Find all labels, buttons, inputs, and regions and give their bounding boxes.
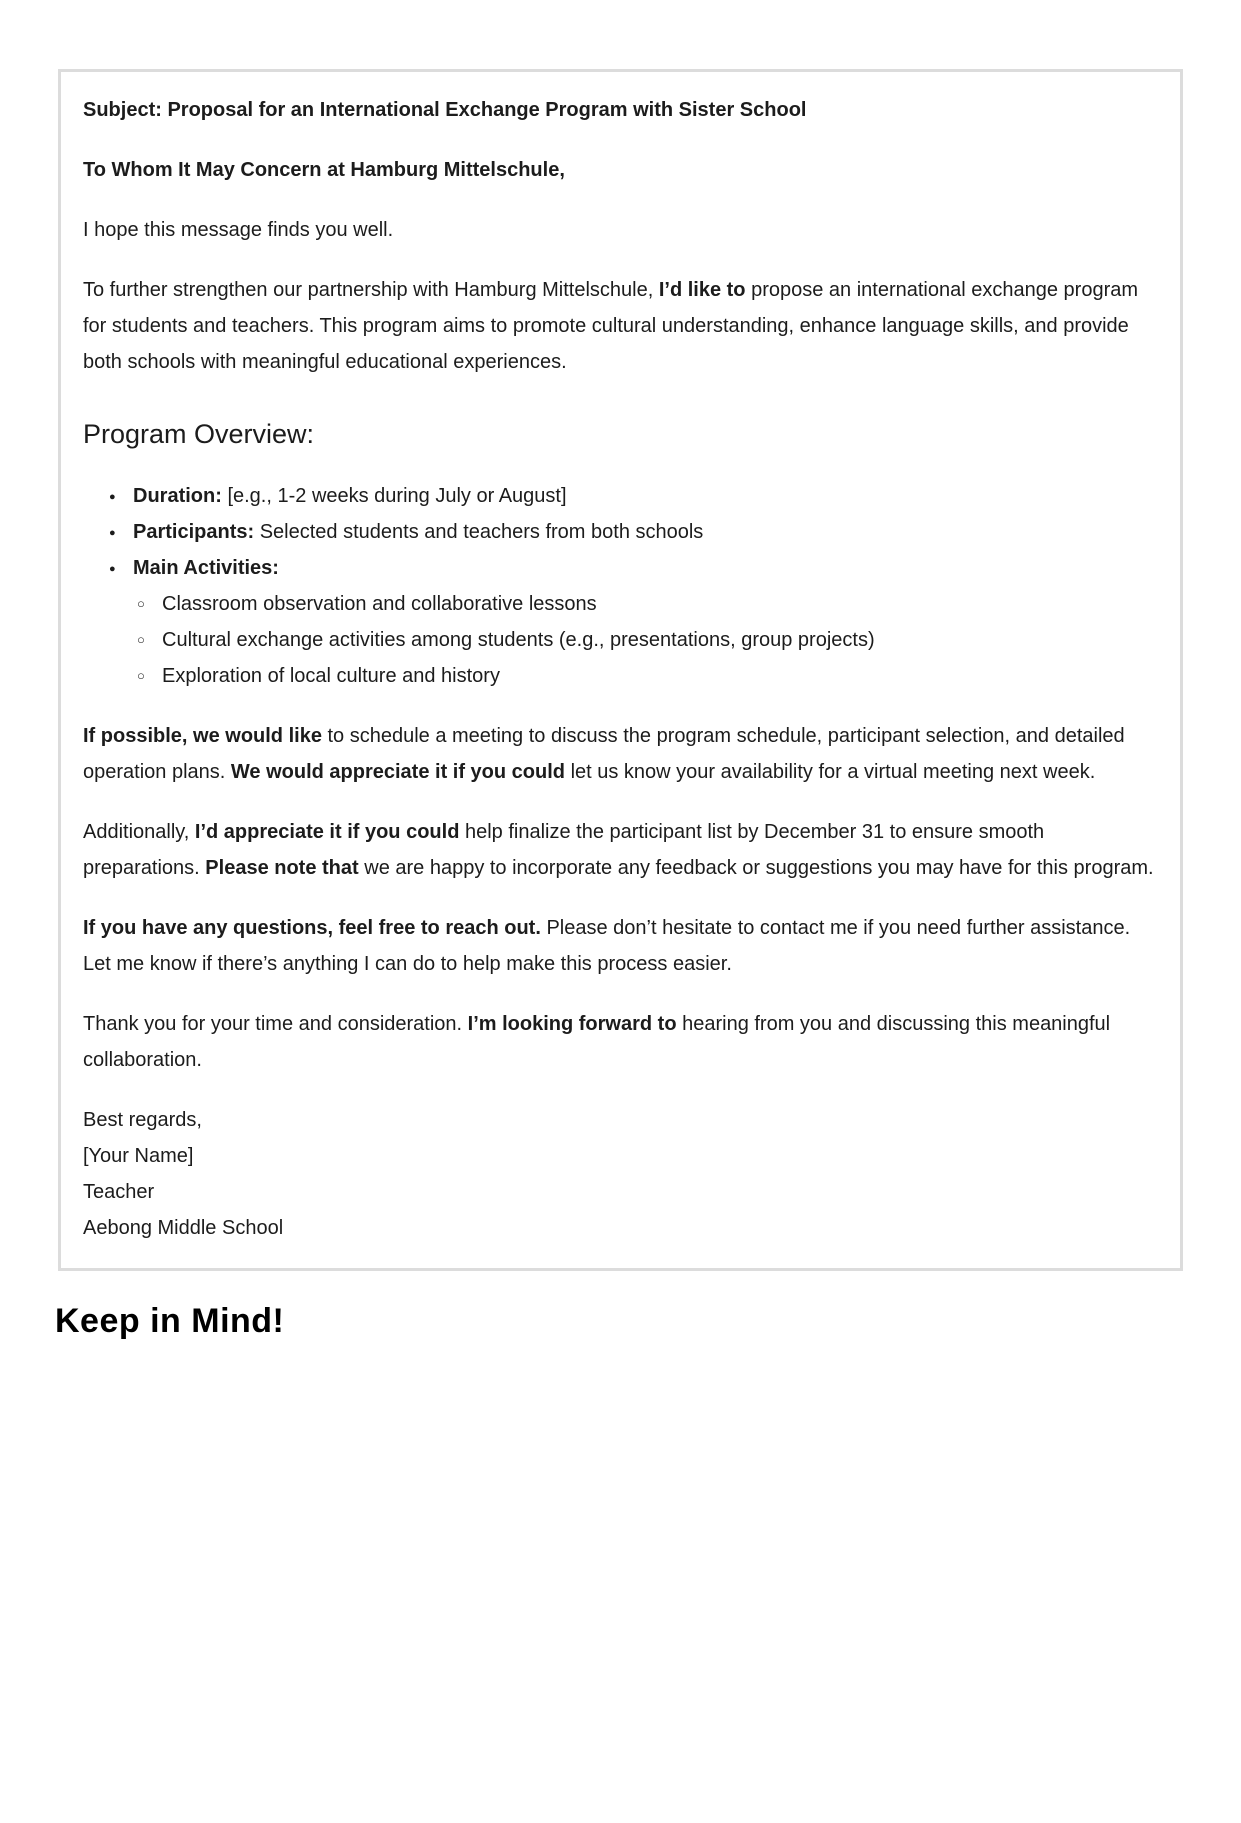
program-overview-heading: Program Overview:: [83, 419, 315, 449]
list-item-main-activities: [133, 550, 1158, 694]
deadline-paragraph: Additionally, I’d appreciate it if you could help finalize the participant list by December 31 to ensure smooth preparations. Please note that we are happy to incorporate any feedback or suggestions you may have for this program.: [83, 821, 1154, 879]
sub-item-cultural-exchange: ○ Cultural exchange activities among students (e.g., presentations, group projects): [162, 622, 1158, 658]
intro-paragraph: To further strengthen our partnership with Hamburg Mittelschule, I’d like to propose an international exchange program for students and teachers. This program aims to promote cultural understanding, enhance language skills, and provide both schools with meaningful educational experiences.: [83, 279, 1139, 373]
signature-line-regards: Best regards,: [83, 1109, 202, 1131]
subject-line: Subject: Proposal for an International Exchange Program with Sister School: [83, 99, 807, 121]
opening-line: I hope this message finds you well.: [83, 219, 394, 241]
list-item-duration: ● Duration: [e.g., 1-2 weeks during July or August]: [133, 478, 1158, 514]
list-item-participants: ● Participants: Selected students and teachers from both schools: [133, 514, 1158, 550]
questions-paragraph: If you have any questions, feel free to reach out. Please don’t hesitate to contact me if you need further assistance. Let me know if there’s anything I can do to help make this process easier.: [83, 917, 1131, 975]
main-activities-label: Main Activities:: [133, 557, 279, 579]
email-proposal-card: [58, 69, 1183, 1271]
activities-sub-list: [133, 586, 1158, 694]
signature-line-title: Teacher: [83, 1181, 155, 1203]
meeting-paragraph: If possible, we would like to schedule a meeting to discuss the program schedule, participant selection, and detailed operation plans. We would appreciate it if you could let us know your availability for a virtual meeting next week.: [83, 725, 1125, 783]
keep-in-mind-heading: Keep in Mind!: [55, 1302, 285, 1340]
sub-item-classroom: ○ Classroom observation and collaborative lessons: [162, 586, 1158, 622]
thanks-paragraph: Thank you for your time and consideration. I’m looking forward to hearing from you and discussing this meaningful collaboration.: [83, 1013, 1111, 1071]
signature-line-name: [Your Name]: [83, 1145, 194, 1167]
signature-line-school: Aebong Middle School: [83, 1217, 284, 1239]
sub-item-exploration: ○ Exploration of local culture and history: [162, 658, 1158, 694]
signature-block: [83, 1102, 1158, 1246]
greeting-line: To Whom It May Concern at Hamburg Mittelschule,: [83, 159, 565, 181]
program-overview-list: [83, 478, 1158, 694]
